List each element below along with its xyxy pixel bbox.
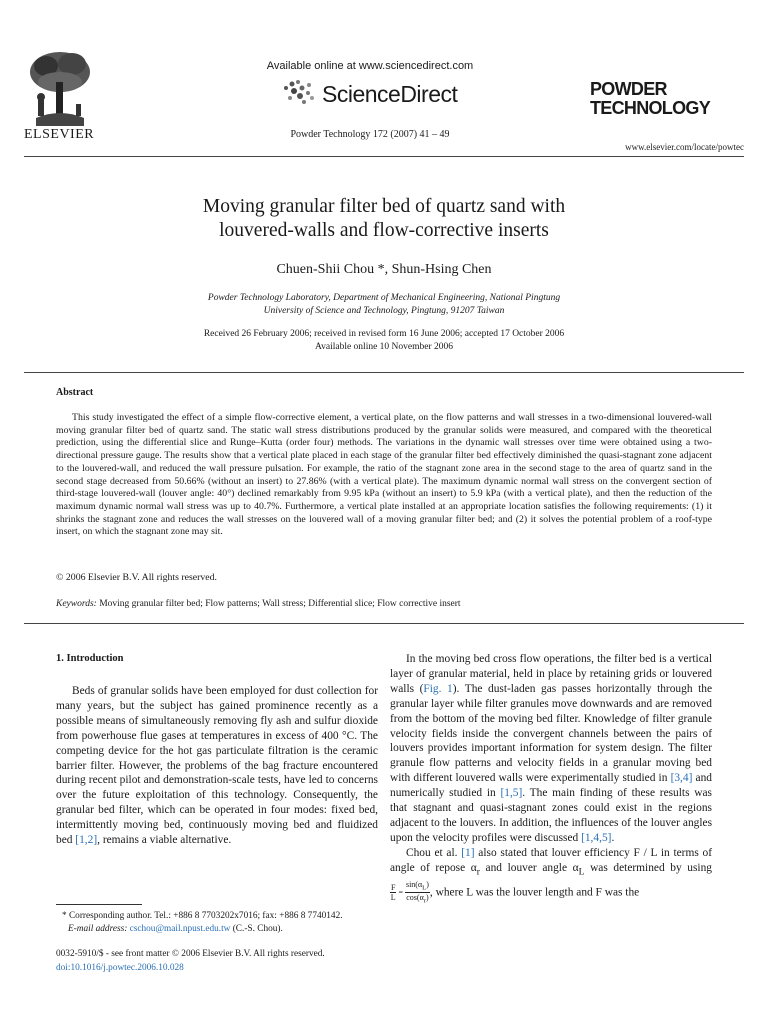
citation-link[interactable]: [1,4,5] <box>581 831 612 844</box>
citation-link[interactable]: [1,5] <box>500 787 523 800</box>
figure-link[interactable]: Fig. 1 <box>423 682 453 695</box>
abstract-copyright: © 2006 Elsevier B.V. All rights reserved. <box>56 572 217 583</box>
section-heading-introduction: 1. Introduction <box>56 653 124 664</box>
abstract-top-rule <box>24 372 744 373</box>
paragraph: In the moving bed cross flow operations, the filter bed is a vertical layer of granular material, held in place by retaining grids or louvered walls (Fig. 1). The dust-laden gas passes horizontally through the granular layer while filter granules move downwards and are removed from the bottom of the moving bed filter. Knowledge of filter granule velocity fields inside the convergent channels between the pairs of louvers provides important information for system design. The filter granule flow patterns and velocity fields in a granular moving bed with different louvered walls were experimentally studied in [3,4] and numerically studied in [1,5]. The main finding of these results was that stagnant and quasi-stagnant zones could exist in the regions adjacent to the louvers. In addition, the influences of the louver angles upon the velocity profiles were discussed [1,4,5]. <box>390 653 712 844</box>
doi-link[interactable]: doi:10.1016/j.powtec.2006.10.028 <box>56 962 184 973</box>
author-list: Chuen-Shii Chou *, Shun-Hsing Chen <box>276 262 492 277</box>
citation-link[interactable]: [3,4] <box>670 772 693 785</box>
received-dates: Received 26 February 2006; received in revised form 16 June 2006; accepted 17 October 2006 Available online 10 November 2006 <box>203 329 565 352</box>
keywords: Keywords: Moving granular filter bed; Flow patterns; Wall stress; Differential slice; Flow corrective insert <box>56 599 461 609</box>
footnote-rule <box>56 904 142 905</box>
citation-link[interactable]: [1] <box>461 846 475 859</box>
paragraph: Chou et al. [1] also stated that louver efficiency F / L in terms of angle of repose $\alpha_r$ and louver angle $\alpha_L$ was determined by using $\frac{F}{L}$ = $\frac{\sin(\alpha_L)}{\cos(\alpha_r)}$ , where L was the louver length and F was the <box>390 846 712 906</box>
publisher-name: ELSEVIER <box>24 127 95 142</box>
issn-doi-block: 0032-5910/$ - see front matter © 2006 Elsevier B.V. All rights reserved. doi:10.1016/j.powtec.2006.10.028 <box>56 948 325 975</box>
sciencedirect-wordmark: ScienceDirect <box>322 81 458 107</box>
left-column-text: Beds of granular solids have been employed for dust collection for many years, but the subject has gained prominence recently as a possible means of simultaneously removing fly ash and sulfur dioxide from powerhouse flue gases at temperatures in excess of 400 °C. The competing device for the hot gas particulate filtration is the ceramic barrier filter. However, the problems of the bag fracture encountered during recent pilot and demonstration-scale tests, have led to concerns over the future exploitation of this technology. Consequently, the granular bed filter, which can be operated in four modes: fixed bed, intermittently moving bed, continuously moving bed and fluidized bed [1,2], remains a viable alternative. <box>56 685 378 847</box>
journal-reference: Powder Technology 172 (2007) 41 – 49 <box>290 129 450 140</box>
email-link[interactable]: cschou@mail.npust.edu.tw <box>129 923 231 934</box>
corresponding-author-footnote: * Corresponding author. Tel.: +886 8 7703202x7016; fax: +886 8 7740142. E-mail address: cschou@mail.npust.edu.tw (C.-S. Chou). <box>62 911 343 934</box>
available-online-line: Available online at www.sciencedirect.com <box>266 60 474 72</box>
citation-link[interactable]: [1,2] <box>75 834 98 847</box>
abstract-bottom-rule <box>24 623 744 624</box>
affiliation: Powder Technology Laboratory, Department of Mechanical Engineering, National Pingtung University of Science and Technology, Pingtung, 91207 Taiwan <box>207 293 561 316</box>
right-column-text <box>390 652 712 906</box>
journal-logo: POWDER TECHNOLOGY <box>590 79 711 118</box>
abstract-heading: Abstract <box>56 387 94 398</box>
abstract-body: This study investigated the effect of a simple flow-corrective element, a vertical plate, on the flow patterns and wall stresses in a two-dimensional louvered-wall moving granular filter bed of quartz sand. The static wall stress distributions produced by the granular solids were measured, and compared with the theoretical prediction, using the differential slice and Runge–Kutta (order four) methods. The variations in the dynamic wall stresses over time were obtained using a two-directional pressure gauge. The results show that a vertical plate placed in each stage of the granular filter bed effectively diminished the quasi-stagnant zone adjacent to the louvered-wall, and reduced the wall pressure pulsation. For example, the ratio of the stagnant zone area in the second stage to the area of quartz sand in the second stage decreased from 50.66% (without an insert) to 27.86% (with a vertical plate). The maximum dynamic normal wall stress on the convergent section of third-stage louvered-wall (louver angle: 40°) declined remarkably from 9.95 kPa (without an insert) to 5.9 kPa (with a vertical plate), and then the reduction of the maximum dynamic normal wall stress was up to 40.7%. Furthermore, a vertical plate installed at an appropriate location satisfies the following requirements: (1) it shrinks the stagnant zone and reduces the wall stresses on the louvered wall of a moving granular filter bed; and (2) it solves the potential problem of a roof-type insert, on which the stagnant zone may sit. <box>56 412 712 538</box>
louver-efficiency-equation: $\frac{F}{L}$ = $\frac{\sin(\alpha_L)}{\cos(\alpha_r)}$ <box>390 879 429 906</box>
journal-url[interactable]: www.elsevier.com/locate/powtec <box>625 142 744 152</box>
article-title: Moving granular filter bed of quartz sand with louvered-walls and flow-corrective inserts <box>202 196 566 241</box>
header-rule <box>24 156 744 157</box>
sciencedirect-dots-icon <box>282 78 322 106</box>
